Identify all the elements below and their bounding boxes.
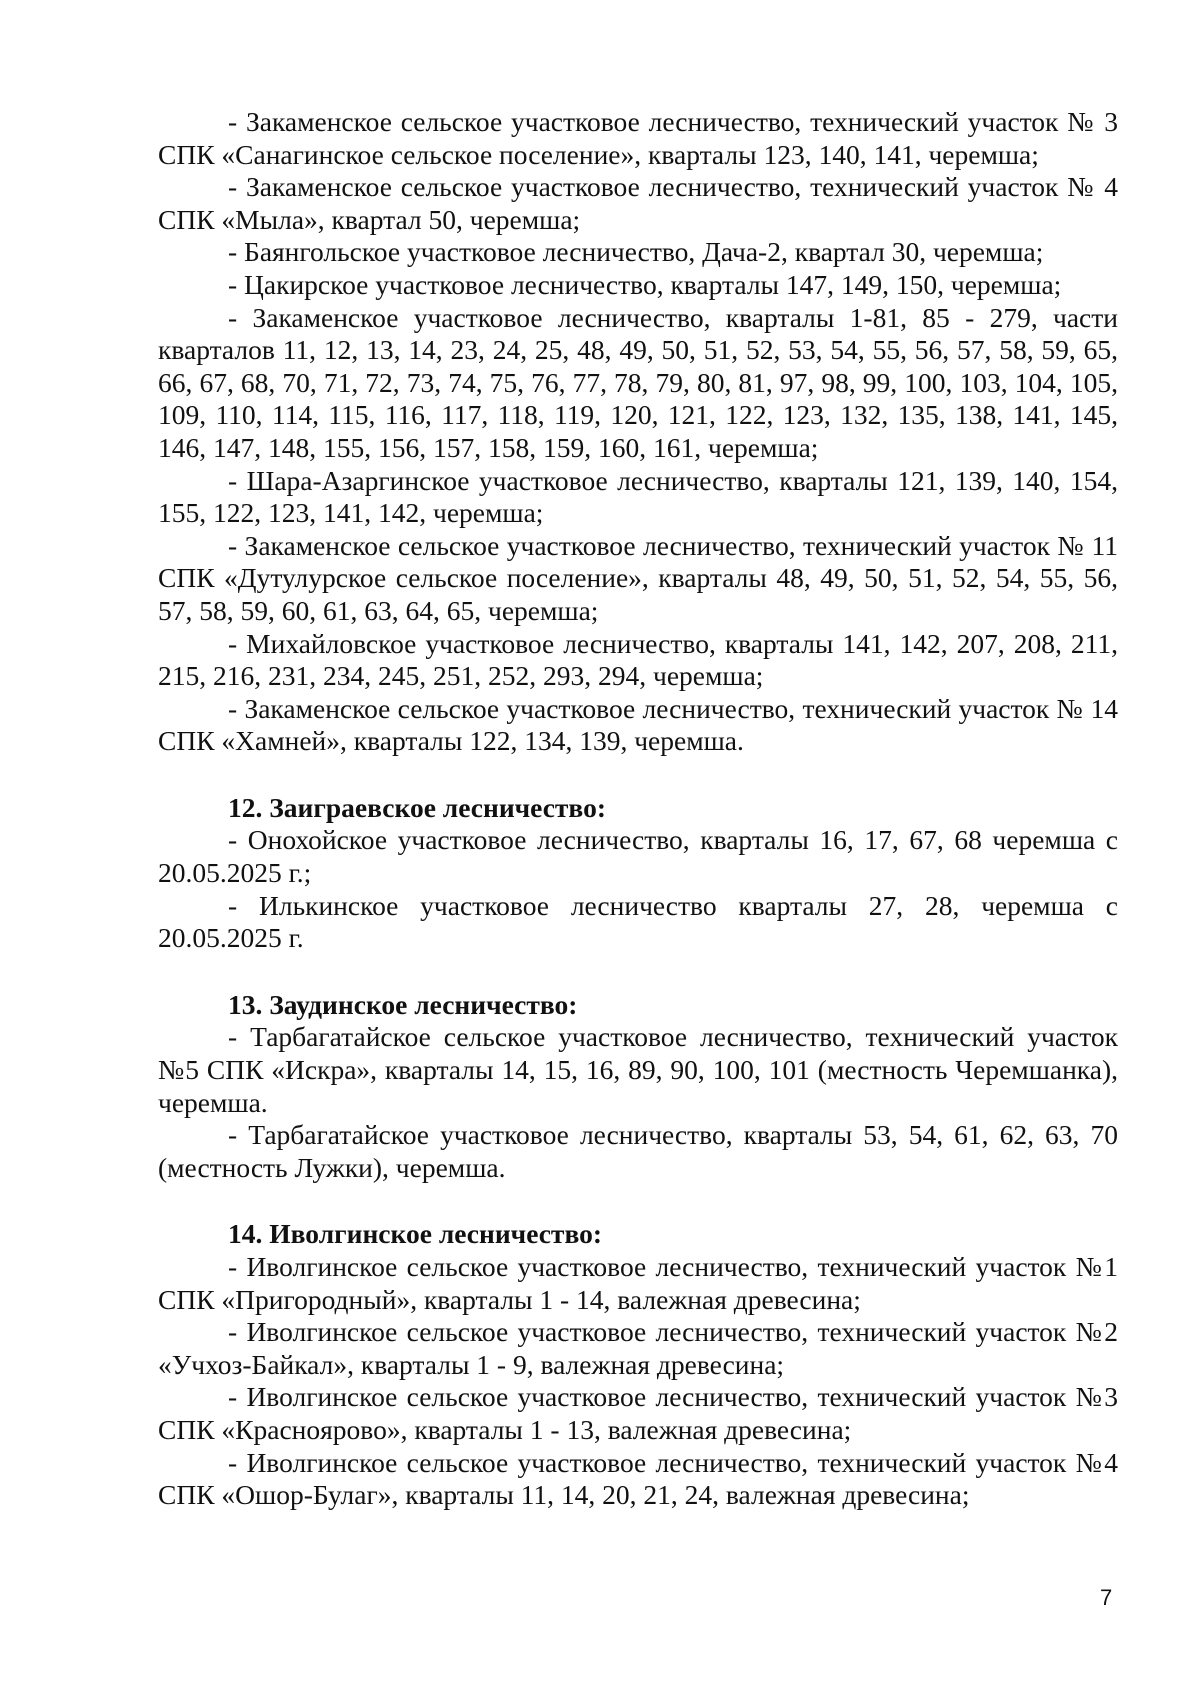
paragraph: - Закаменское сельское участковое лесничество, технический участок № 14 СПК «Хамней», кварталы 122, 134, 139, черемша.	[158, 692, 1118, 757]
paragraph: - Иволгинское сельское участковое лесничество, технический участок №1 СПК «Пригородный», кварталы 1 - 14, валежная древесина;	[158, 1251, 1118, 1315]
paragraph: - Закаменское участковое лесничество, кварталы 1-81, 85 - 279, части кварталов 11, 12, 13, 14, 23, 24, 25, 48, 49, 50, 51, 52, 53, 54, 55, 56, 57, 58, 59, 65, 66, 67, 68, 70, 71, 72, 73, 74, 75, 76, 77, 78, 79, 80, 81, 97, 98, 99, 100, 103, 104, 105, 109, 110, 114, 115, 116, 117, 118, 119, 120, 121, 122, 123, 132, 135, 138, 141, 145, 146, 147, 148, 155, 156, 157, 158, 159, 160, 161, черемша;	[158, 301, 1118, 463]
paragraph: - Закаменское сельское участковое лесничество, технический участок № 4 СПК «Мыла», квартал 50, черемша;	[158, 171, 1118, 235]
paragraph: - Михайловское участковое лесничество, кварталы 141, 142, 207, 208, 211, 215, 216, 231, 234, 245, 251, 252, 293, 294, черемша;	[158, 627, 1118, 692]
document-body	[158, 106, 1118, 1512]
paragraph: - Цакирское участковое лесничество, кварталы 147, 149, 150, черемша;	[228, 268, 1062, 300]
paragraph: - Баянгольское участковое лесничество, Дача-2, квартал 30, черемша;	[228, 236, 1044, 268]
paragraph: - Иволгинское сельское участковое лесничество, технический участок №4 СПК «Ошор-Булаг», кварталы 11, 14, 20, 21, 24, валежная древесина;	[158, 1446, 1118, 1511]
paragraph: - Онохойское участковое лесничество, кварталы 16, 17, 67, 68 черемша с 20.05.2025 г.;	[158, 824, 1118, 889]
paragraph: - Шара-Азаргинское участковое лесничество, кварталы 121, 139, 140, 154, 155, 122, 123, 141, 142, черемша;	[158, 464, 1118, 529]
paragraph: - Тарбагатайское сельское участковое лесничество, технический участок №5 СПК «Искра», кварталы 14, 15, 16, 89, 90, 100, 101 (местность Черемшанка), черемша.	[158, 1021, 1118, 1118]
paragraph: - Иволгинское сельское участковое лесничество, технический участок №2 «Учхоз-Байкал», кварталы 1 - 9, валежная древесина;	[158, 1316, 1118, 1380]
section-heading-14: 14. Иволгинское лесничество:	[228, 1218, 603, 1250]
paragraph: - Иволгинское сельское участковое лесничество, технический участок №3 СПК «Краснoярово», кварталы 1 - 13, валежная древесина;	[158, 1381, 1118, 1445]
section-heading-13: 13. Заудинское лесничество:	[228, 988, 578, 1020]
paragraph: - Тарбагатайское участковое лесничество, кварталы 53, 54, 61, 62, 63, 70 (местность Лужки), черемша.	[158, 1119, 1118, 1183]
paragraph: - Илькинское участковое лесничество кварталы 27, 28, черемша с 20.05.2025 г.	[158, 889, 1118, 954]
paragraph: - Закаменское сельское участковое лесничество, технический участок № 11 СПК «Дутулурское сельское поселение», кварталы 48, 49, 50, 51, 52, 54, 55, 56, 57, 58, 59, 60, 61, 63, 64, 65, черемша;	[158, 529, 1118, 626]
section-heading-12: 12. Заиграевское лесничество:	[228, 791, 607, 823]
paragraph: - Закаменское сельское участковое лесничество, технический участок № 3 СПК «Санагинское сельское поселение», кварталы 123, 140, 141, черемша;	[158, 106, 1118, 170]
page-number: 7	[1100, 1585, 1113, 1610]
